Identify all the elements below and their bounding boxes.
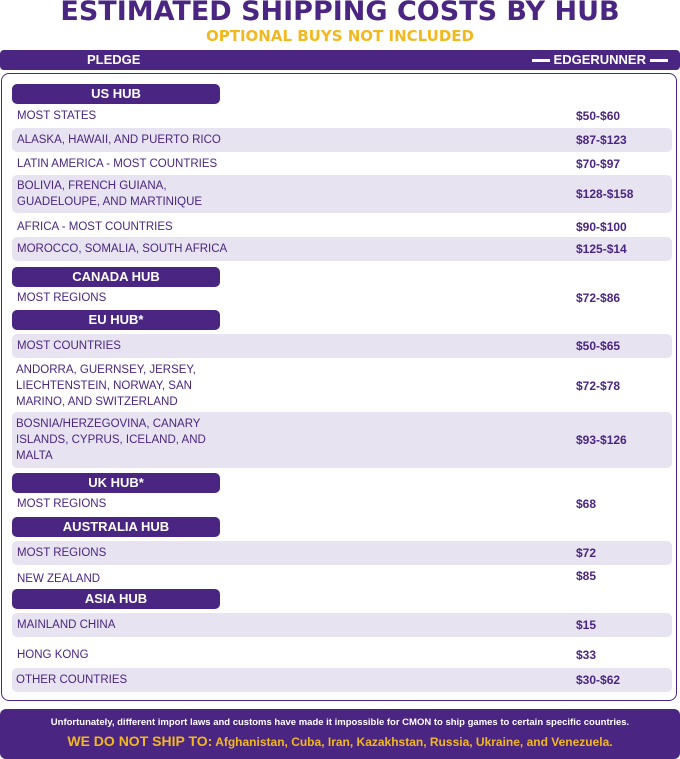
table-row	[12, 541, 672, 565]
table-row	[12, 668, 672, 692]
price-value: $50-$65	[576, 339, 621, 353]
region-label: MOST STATES	[17, 110, 97, 122]
region-label: LATIN AMERICA - MOST COUNTRIES	[17, 158, 218, 170]
dash-right	[650, 59, 668, 62]
price-value: $87-$123	[576, 133, 627, 147]
region-label: OTHER COUNTRIES	[16, 674, 128, 686]
price-value: $15	[576, 618, 597, 632]
page-title: ESTIMATED SHIPPING COSTS BY HUB	[60, 0, 620, 27]
no-ship-label: WE DO NOT SHIP TO:	[67, 733, 213, 749]
table-row	[12, 175, 672, 213]
region-label: MOROCCO, SOMALIA, SOUTH AFRICA	[17, 243, 228, 255]
edgerunner-column-header	[532, 50, 668, 70]
price-value: $93-$126	[576, 433, 627, 447]
table-row	[12, 288, 672, 308]
table-row	[12, 613, 672, 637]
hub-eu: EU HUB*	[12, 310, 220, 330]
region-label: ALASKA, HAWAII, AND PUERTO RICO	[17, 134, 221, 146]
region-label: BOLIVIA, FRENCH GUIANA, GUADELOUPE, AND MARTINIQUE	[17, 180, 203, 208]
region-label: MOST REGIONS	[17, 547, 107, 559]
price-value: $30-$62	[576, 673, 621, 687]
pledge-column-header: PLEDGE	[87, 52, 141, 67]
region-label: BOSNIA/HERZEGOVINA, CANARY ISLANDS, CYPRUS, ICELAND, AND MALTA	[16, 418, 206, 462]
price-value: $72	[576, 546, 597, 560]
table-row	[12, 154, 672, 174]
table-row	[12, 106, 672, 126]
shipping-table	[1, 73, 677, 701]
table-row	[12, 361, 672, 411]
page-subtitle: OPTIONAL BUYS NOT INCLUDED	[205, 27, 474, 45]
region-label: MOST REGIONS	[17, 498, 107, 510]
table-row	[12, 645, 672, 665]
region-label: NEW ZEALAND	[17, 573, 101, 585]
price-value: $90-$100	[576, 220, 627, 234]
dash-left	[532, 59, 550, 62]
table-row	[12, 128, 672, 152]
table-row	[12, 494, 672, 514]
price-value: $72-$86	[576, 291, 621, 305]
hub-asia: ASIA HUB	[12, 589, 220, 609]
hub-us: US HUB	[12, 84, 220, 104]
table-header	[0, 50, 680, 70]
price-value: $33	[576, 648, 597, 662]
edgerunner-label: EDGERUNNER	[553, 52, 646, 67]
table-row	[12, 334, 672, 358]
restricted-countries	[0, 733, 680, 749]
table-row	[12, 217, 672, 237]
price-value: $72-$78	[576, 379, 621, 393]
region-label: MAINLAND CHINA	[17, 619, 116, 631]
hub-uk: UK HUB*	[12, 473, 220, 493]
hub-canada: CANADA HUB	[12, 267, 220, 287]
price-value: $50-$60	[576, 109, 621, 123]
price-value: $68	[576, 497, 597, 511]
price-value: $70-$97	[576, 157, 621, 171]
no-ship-countries: Afghanistan, Cuba, Iran, Kazakhstan, Russia, Ukraine, and Venezuela.	[215, 735, 613, 749]
region-label: ANDORRA, GUERNSEY, JERSEY, LIECHTENSTEIN, NORWAY, SAN MARINO, AND SWITZERLAND	[16, 364, 196, 408]
restrictions-note: Unfortunately, different import laws and customs have made it impossible for CMON to ship games to certain specific countries.	[50, 717, 630, 728]
region-label: MOST REGIONS	[17, 292, 107, 304]
shipping-restrictions-footer	[0, 709, 680, 759]
price-value: $128-$158	[576, 187, 634, 201]
region-label: MOST COUNTRIES	[17, 340, 121, 352]
table-row	[12, 566, 672, 588]
price-value: $85	[576, 569, 597, 583]
price-value: $125-$14	[576, 242, 627, 256]
table-row	[12, 412, 672, 468]
region-label: HONG KONG	[17, 649, 89, 661]
region-label: AFRICA - MOST COUNTRIES	[17, 221, 173, 233]
table-row	[12, 237, 672, 261]
hub-australia: AUSTRALIA HUB	[12, 517, 220, 537]
